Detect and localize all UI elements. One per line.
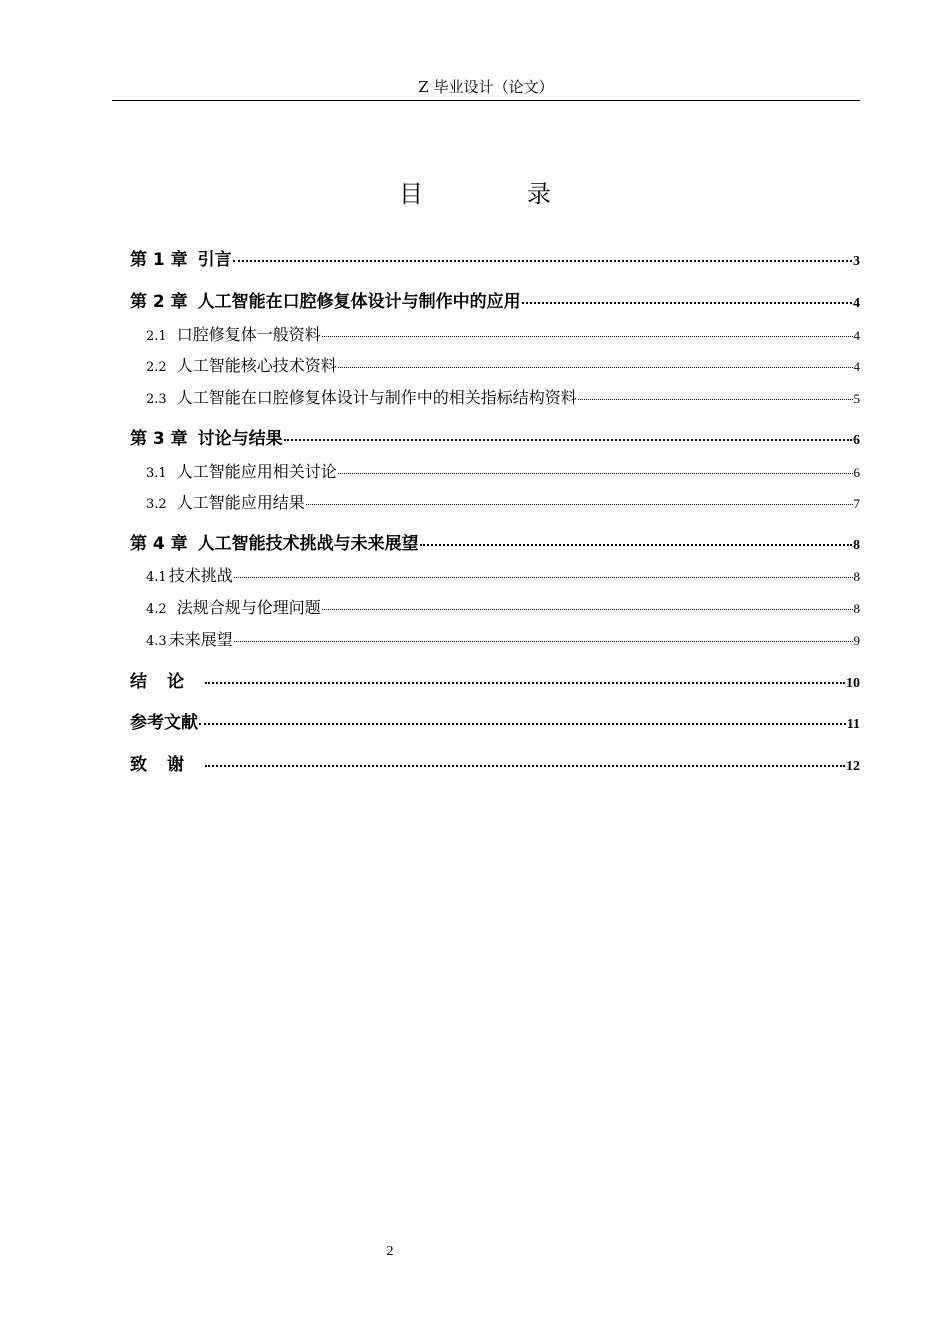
toc-entry-page: 4 [853, 296, 860, 311]
toc-entry-section-4-3[interactable] [146, 629, 860, 651]
toc-entry-page: 12 [846, 759, 860, 774]
toc-entry-text: 未来展望 [168, 630, 233, 649]
dot-leader [338, 367, 853, 368]
toc-entry-page: 10 [846, 676, 860, 691]
toc-entry-page: 8 [853, 569, 860, 584]
toc-entry-number: 4.1 [146, 570, 167, 585]
toc-entry-number: 2.2 [146, 360, 167, 375]
dot-leader [322, 609, 853, 610]
toc-title: 目 录 [399, 180, 591, 208]
toc-entry-text: 参考文献 [130, 713, 198, 733]
toc-entry-chapter-3[interactable] [130, 427, 860, 451]
toc-entry-section-3-1[interactable] [146, 461, 860, 483]
toc-entry-text: 致谢 [130, 755, 204, 775]
toc-entry-text: 引言 [197, 250, 232, 270]
toc-entry-number: 3.1 [146, 466, 167, 481]
toc-entry-number: 第 2 章 [130, 292, 188, 312]
toc-entry-number: 第 4 章 [130, 534, 188, 554]
toc-entry-number: 4.3 [146, 634, 167, 649]
toc-entry-text: 人工智能应用结果 [176, 493, 305, 512]
dot-leader [338, 473, 853, 474]
toc-entry-page: 6 [853, 465, 860, 480]
dot-leader [284, 439, 852, 441]
toc-entry-page: 4 [853, 359, 860, 374]
dot-leader [205, 682, 845, 684]
toc-entry-text: 人工智能核心技术资料 [176, 356, 337, 375]
toc-entry-number: 第 1 章 [130, 250, 188, 270]
toc-entry-text: 技术挑战 [168, 566, 233, 585]
toc-entry-text: 口腔修复体一般资料 [176, 325, 321, 344]
toc-entry-acknowledgements[interactable] [130, 753, 860, 777]
dot-leader [233, 260, 852, 262]
toc-entry-page: 9 [853, 633, 860, 648]
toc-entry-page: 8 [853, 601, 860, 616]
dot-leader [306, 504, 853, 505]
toc-entry-section-4-2[interactable] [146, 597, 860, 619]
toc-entry-references[interactable] [130, 711, 860, 735]
toc-entry-section-2-2[interactable] [146, 355, 860, 377]
toc-entry-text: 人工智能在口腔修复体设计与制作中的应用 [197, 292, 521, 312]
dot-leader [199, 723, 846, 725]
toc-entry-text: 人工智能技术挑战与未来展望 [197, 534, 419, 554]
running-header: Z 毕业设计（论文） [418, 78, 554, 96]
toc-entry-chapter-1[interactable] [130, 248, 860, 272]
toc-entry-section-2-3[interactable] [146, 387, 860, 409]
toc-entry-number: 3.2 [146, 497, 167, 512]
toc-entry-page: 5 [853, 391, 860, 406]
toc-entry-conclusion[interactable] [130, 670, 860, 694]
toc-entry-page: 8 [853, 538, 860, 553]
dot-leader [322, 336, 853, 337]
dot-leader [234, 577, 853, 578]
header-rule [112, 100, 860, 101]
toc-entry-text: 法规合规与伦理问题 [176, 598, 321, 617]
toc-entry-text: 结论 [130, 672, 204, 692]
toc-entry-section-4-1[interactable] [146, 565, 860, 587]
dot-leader [420, 544, 852, 546]
footer-page-number: 2 [386, 1244, 394, 1259]
toc-entry-page: 4 [853, 328, 860, 343]
toc-entry-number: 第 3 章 [130, 429, 188, 449]
toc-entry-page: 3 [853, 254, 860, 269]
toc-entry-page: 11 [846, 717, 860, 732]
dot-leader [205, 765, 845, 767]
dot-leader [522, 302, 852, 304]
toc-entry-page: 6 [853, 433, 860, 448]
toc-entry-chapter-4[interactable] [130, 532, 860, 556]
dot-leader [234, 641, 853, 642]
toc-entry-number: 2.3 [146, 392, 167, 407]
toc-entry-text: 人工智能在口腔修复体设计与制作中的相关指标结构资料 [176, 388, 577, 407]
toc-entry-number: 2.1 [146, 329, 167, 344]
toc-entry-text: 讨论与结果 [197, 429, 283, 449]
toc-entry-section-3-2[interactable] [146, 492, 860, 514]
toc-entry-chapter-2[interactable] [130, 290, 860, 314]
toc-entry-text: 人工智能应用相关讨论 [176, 462, 337, 481]
toc-entry-page: 7 [853, 496, 860, 511]
toc-entry-number: 4.2 [146, 602, 167, 617]
toc-entry-section-2-1[interactable] [146, 324, 860, 346]
dot-leader [578, 399, 853, 400]
